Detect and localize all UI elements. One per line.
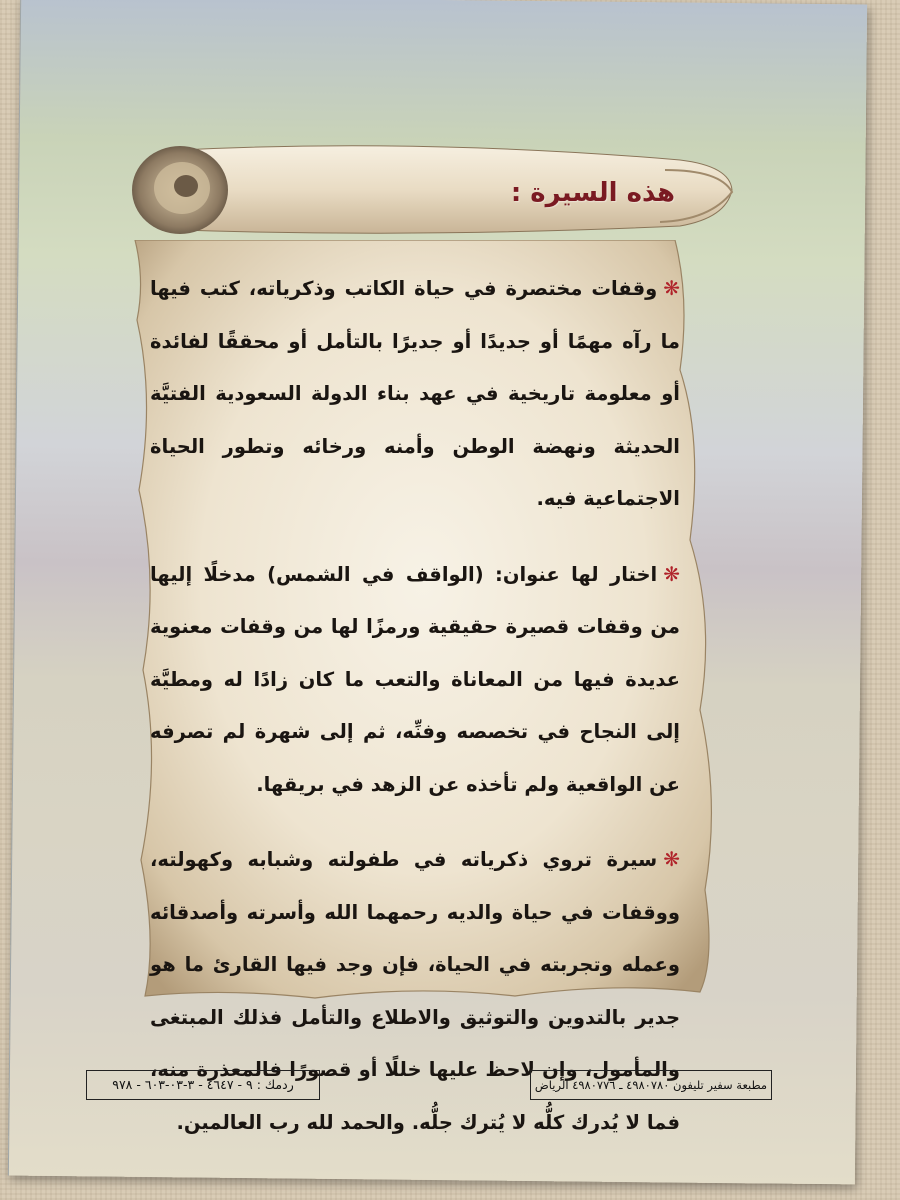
body-text — [150, 262, 680, 1171]
star-bullet-icon: ❋ — [663, 561, 680, 586]
paragraph-1: ❋وقفات مختصرة في حياة الكاتب وذكرياته، كتب فيها ما رآه مهمًا أو جديدًا أو جديرًا بالتأمل أو محققًا لفائدة أو معلومة تاريخية في عهد بناء الدولة السعودية الفتيَّة الحديثة ونهضة الوطن وأمنه ورخائه وتطور الحياة الاجتماعية فيه. — [150, 276, 680, 510]
paragraph-2: ❋اختار لها عنوان: (الواقف في الشمس) مدخلًا إليها من وقفات قصيرة حقيقية ورمزًا لها من وقفات معنوية عديدة فيها من المعاناة والتعب ما كان زادًا له ومطيَّة إلى النجاح في تخصصه وفنِّه، ثم إلى شهرة لم تصرفه عن الواقعية ولم تأخذه عن الزهد في بريقها. — [150, 561, 680, 796]
paragraph-3: ❋سيرة تروي ذكرياته في طفولته وشبابه وكهولته، ووقفات في حياة والديه رحمهما الله وأسرته وأصدقائه وعمله وتجربته في الحياة، فإن وجد فيها القارئ ما هو جدير بالتدوين والتوثيق والاطلاع والتأمل فذلك المبتغى والمأمول، وإن لاحظ عليها خللًا أو قصورًا فالمعذرة منه، فما لا يُدرك كلُّه لا يُترك جلُّه. والحمد لله رب العالمين. — [150, 847, 680, 1134]
page-title: هذه السيرة : — [510, 178, 675, 208]
star-bullet-icon: ❋ — [663, 847, 680, 871]
star-bullet-icon: ❋ — [663, 276, 680, 300]
isbn-box: ردمك : ٩ - ٤٦٤٧ - ٣-٠٣-٦٠٣ - ٩٧٨ — [86, 1070, 320, 1100]
printer-box: مطبعة سفير تليفون ٤٩٨٠٧٨٠ ـ ٤٩٨٠٧٧٦ الرياض — [530, 1070, 772, 1100]
